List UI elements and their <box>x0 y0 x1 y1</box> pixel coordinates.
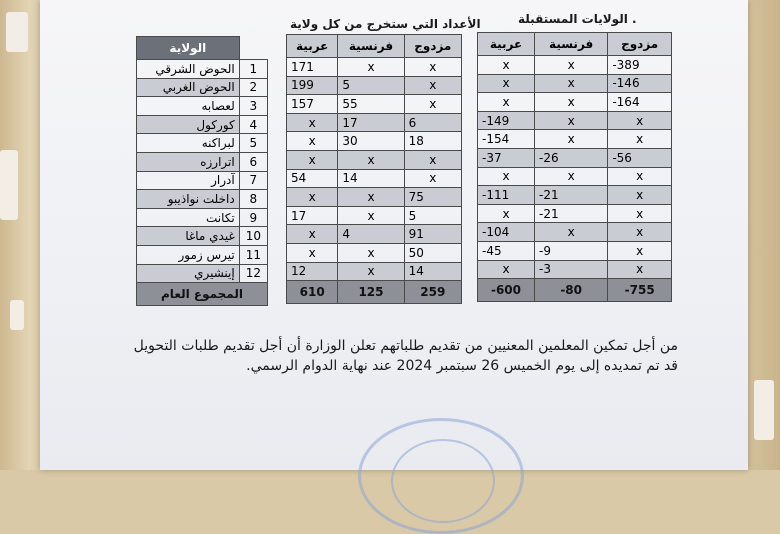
table-row <box>287 95 462 114</box>
table-cell: x <box>287 225 338 244</box>
table-cell: x <box>287 243 338 262</box>
table-cell: 12 <box>287 262 338 281</box>
outgoing-counts-table <box>286 34 462 304</box>
table-cell: 5 <box>338 76 404 95</box>
receiving-states-table <box>477 32 672 302</box>
row-number: 9 <box>239 208 267 227</box>
table-cell: 54 <box>287 169 338 188</box>
table-row <box>137 264 268 283</box>
table-cell: x <box>338 150 404 169</box>
table-cell: x <box>534 56 607 75</box>
table-cell: x <box>608 223 672 242</box>
table-cell: 75 <box>404 188 461 207</box>
index-header-blank <box>239 37 267 60</box>
row-number: 6 <box>239 152 267 171</box>
table-cell: 50 <box>404 243 461 262</box>
table-cell: 14 <box>338 169 404 188</box>
table-row <box>137 190 268 209</box>
row-number: 7 <box>239 171 267 190</box>
table-cell: x <box>608 241 672 260</box>
table-cell: 17 <box>338 113 404 132</box>
table-cell: x <box>338 262 404 281</box>
table-row <box>478 130 672 149</box>
table-cell: -104 <box>478 223 535 242</box>
table-cell: x <box>478 260 535 279</box>
table-cell: 171 <box>287 58 338 77</box>
state-name: اترارزه <box>137 152 240 171</box>
state-name: إينشيري <box>137 264 240 283</box>
table-row <box>478 111 672 130</box>
table-row <box>287 150 462 169</box>
table-row <box>137 245 268 264</box>
total-french: -80 <box>534 279 607 302</box>
table-row <box>137 134 268 153</box>
table-row <box>137 115 268 134</box>
table-row <box>478 167 672 186</box>
state-name: كوركول <box>137 115 240 134</box>
table-cell: 199 <box>287 76 338 95</box>
row-number: 3 <box>239 97 267 116</box>
table-cell: 6 <box>404 113 461 132</box>
outgoing-counts-caption: الأعداد التي ستخرج من كل ولاية <box>290 17 481 31</box>
table-row <box>137 208 268 227</box>
table-cell: x <box>534 93 607 112</box>
table-cell: -3 <box>534 260 607 279</box>
state-name: الحوض الشرقي <box>137 60 240 79</box>
table-row <box>137 78 268 97</box>
table-cell: x <box>404 76 461 95</box>
table-cell: x <box>404 95 461 114</box>
table-row <box>478 186 672 205</box>
state-name: غيدي ماغا <box>137 227 240 246</box>
col-arabic: عربية <box>478 33 535 56</box>
row-number: 10 <box>239 227 267 246</box>
table-row <box>287 262 462 281</box>
row-number: 4 <box>239 115 267 134</box>
state-name: لعصابه <box>137 97 240 116</box>
table-cell: x <box>608 260 672 279</box>
table-cell: x <box>534 167 607 186</box>
table-cell: x <box>608 111 672 130</box>
table-cell: -164 <box>608 93 672 112</box>
notice-paper <box>40 0 748 470</box>
state-name: الحوض الغربي <box>137 78 240 97</box>
table-cell: 5 <box>404 206 461 225</box>
total-bilingual: 259 <box>404 281 461 304</box>
table-row <box>287 225 462 244</box>
table-row <box>137 227 268 246</box>
table-row <box>287 188 462 207</box>
table-cell: -26 <box>534 148 607 167</box>
table-cell: x <box>338 243 404 262</box>
total-arabic: 610 <box>287 281 338 304</box>
table-cell: x <box>478 74 535 93</box>
table-cell: -37 <box>478 148 535 167</box>
table-cell: x <box>608 130 672 149</box>
state-name: لبراكنه <box>137 134 240 153</box>
row-number: 5 <box>239 134 267 153</box>
col-bilingual: مزدوج <box>404 35 461 58</box>
table-row <box>287 243 462 262</box>
paint-flake <box>6 12 28 52</box>
table-cell: x <box>478 93 535 112</box>
paint-flake <box>10 300 24 330</box>
table-row <box>137 97 268 116</box>
table-cell: x <box>608 167 672 186</box>
receiving-states-caption: . الولايات المستقبلة <box>518 12 637 26</box>
state-name: تيرس زمور <box>137 245 240 264</box>
table-cell: -154 <box>478 130 535 149</box>
table-cell: -146 <box>608 74 672 93</box>
table-row <box>287 113 462 132</box>
table-cell: x <box>404 169 461 188</box>
state-name: داخلت نواذيبو <box>137 190 240 209</box>
state-name: آدرار <box>137 171 240 190</box>
table-cell: 18 <box>404 132 461 151</box>
table-cell: x <box>608 204 672 223</box>
col-french: فرنسية <box>338 35 404 58</box>
table-cell: x <box>478 56 535 75</box>
table-cell: x <box>338 206 404 225</box>
table-cell: 4 <box>338 225 404 244</box>
grand-total-label: المجموع العام <box>137 283 268 306</box>
row-number: 12 <box>239 264 267 283</box>
table-row <box>478 56 672 75</box>
total-arabic: -600 <box>478 279 535 302</box>
table-cell: 17 <box>287 206 338 225</box>
table-row <box>478 93 672 112</box>
table-row <box>478 223 672 242</box>
table-cell: x <box>478 167 535 186</box>
table-cell: x <box>534 223 607 242</box>
row-number: 1 <box>239 60 267 79</box>
table-row <box>137 171 268 190</box>
row-number: 8 <box>239 190 267 209</box>
notice-line-2: قد تم تمديده إلى يوم الخميس 26 سبتمبر 2024 عند نهاية الدوام الرسمي. <box>246 358 678 374</box>
table-cell: x <box>287 132 338 151</box>
table-cell: -56 <box>608 148 672 167</box>
table-cell: -111 <box>478 186 535 205</box>
col-french: فرنسية <box>534 33 607 56</box>
table-cell: x <box>534 130 607 149</box>
table-cell: x <box>287 150 338 169</box>
table-cell: x <box>534 111 607 130</box>
table-row <box>137 152 268 171</box>
official-stamp <box>358 418 524 534</box>
table-row <box>478 148 672 167</box>
table-cell: x <box>534 74 607 93</box>
col-arabic: عربية <box>287 35 338 58</box>
table-cell: -45 <box>478 241 535 260</box>
table-cell: x <box>287 188 338 207</box>
table-cell: -9 <box>534 241 607 260</box>
table-row <box>478 260 672 279</box>
row-number: 2 <box>239 78 267 97</box>
table-cell: x <box>287 113 338 132</box>
table-cell: 55 <box>338 95 404 114</box>
table-row <box>287 132 462 151</box>
table-cell: 30 <box>338 132 404 151</box>
notice-line-1: من أجل تمكين المعلمين المعنيين من تقديم طلباتهم تعلن الوزارة أن أجل تقديم طلبات التحويل <box>133 338 678 354</box>
state-name: تكانت <box>137 208 240 227</box>
table-row <box>287 206 462 225</box>
table-cell: -21 <box>534 186 607 205</box>
table-cell: x <box>608 186 672 205</box>
total-french: 125 <box>338 281 404 304</box>
states-table <box>136 36 268 306</box>
table-cell: x <box>478 204 535 223</box>
total-bilingual: -755 <box>608 279 672 302</box>
table-cell: x <box>404 150 461 169</box>
table-cell: -389 <box>608 56 672 75</box>
table-cell: 91 <box>404 225 461 244</box>
row-number: 11 <box>239 245 267 264</box>
paint-flake <box>754 380 774 440</box>
table-row <box>478 241 672 260</box>
table-row <box>287 58 462 77</box>
paint-flake <box>0 150 18 220</box>
table-row <box>137 60 268 79</box>
table-cell: x <box>338 58 404 77</box>
table-row <box>478 204 672 223</box>
table-row <box>287 76 462 95</box>
col-bilingual: مزدوج <box>608 33 672 56</box>
table-cell: x <box>404 58 461 77</box>
table-cell: x <box>338 188 404 207</box>
table-row <box>478 74 672 93</box>
table-row <box>287 169 462 188</box>
table-cell: 157 <box>287 95 338 114</box>
state-header: الولاية <box>137 37 240 60</box>
table-cell: 14 <box>404 262 461 281</box>
table-cell: -21 <box>534 204 607 223</box>
table-cell: -149 <box>478 111 535 130</box>
